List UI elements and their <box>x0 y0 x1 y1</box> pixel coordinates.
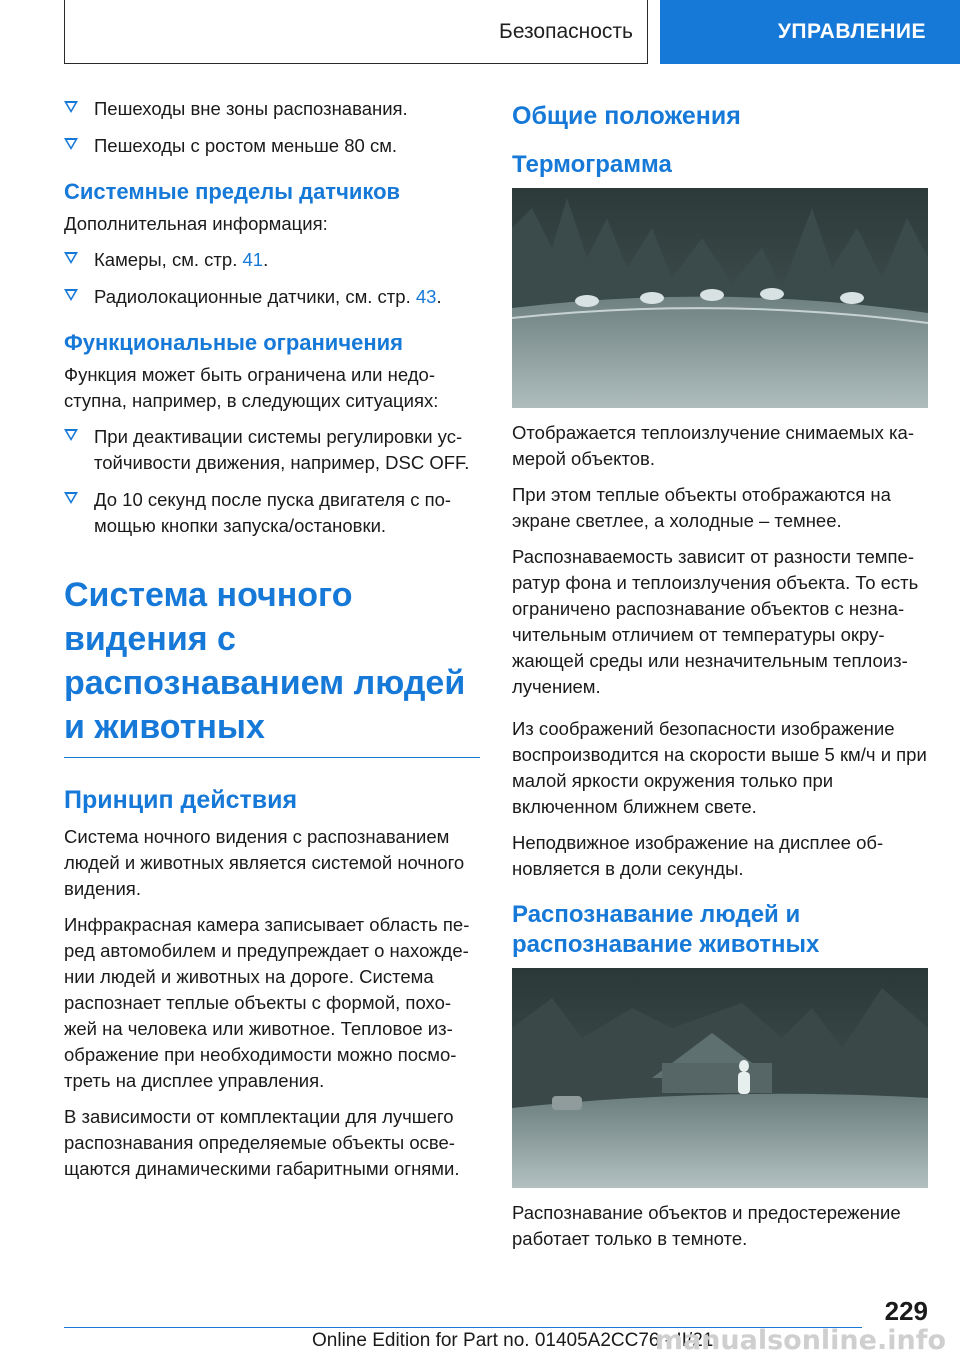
triangle-bullet-icon <box>64 138 78 150</box>
pedestrian-recognition-photo <box>512 968 928 1188</box>
watermark: manualsonline.info <box>654 1325 946 1356</box>
list-item: Пешеходы вне зоны распознавания. <box>64 96 480 122</box>
list-item: При деактивации системы регулировки ус-тойчивости движения, например, DSC OFF. <box>64 424 480 476</box>
page-link[interactable]: 41 <box>242 249 264 270</box>
paragraph: Неподвижное изображение на дисплее об-новляется в доли секунды. <box>512 832 884 879</box>
section-tab <box>660 0 960 64</box>
triangle-bullet-icon <box>64 429 78 441</box>
paragraph: Из соображений безопасности изображение воспроизводится на скорости выше 5 км/ч и при малой яркости окружения только при включенном ближнем свете. <box>512 718 927 817</box>
triangle-bullet-icon <box>64 492 78 504</box>
section-heading: Принцип действия <box>64 786 298 814</box>
subsection-heading: Термограмма <box>512 151 672 178</box>
paragraph: Распознавание объектов и предостережение работает только в темноте. <box>512 1202 901 1249</box>
section-heading: Функциональные ограничения <box>64 330 403 355</box>
page-number: 229 <box>884 1296 928 1326</box>
subsection-heading: Распознавание людей и распознавание животных <box>512 901 820 958</box>
triangle-bullet-icon <box>64 101 78 113</box>
triangle-bullet-icon <box>64 252 78 264</box>
list-item: Камеры, см. стр. 41. <box>64 247 480 273</box>
list-item: Радиолокационные датчики, см. стр. 43. <box>64 284 480 310</box>
paragraph: Система ночного видения с распознаванием людей и животных является системой ночного видения. <box>64 826 465 899</box>
chapter-tab <box>64 0 648 64</box>
chapter-title: Безопасность <box>499 19 633 43</box>
paragraph: Распознаваемость зависит от разности темпе-ратур фона и теплоизлучения объекта. То есть ограничено распознавание объектов с незна-чительным отличием от температуры окру-жающей среды или незначительным теплоиз-лучением. <box>512 546 919 697</box>
paragraph: Функция может быть ограничена или недо-ступна, например, в следующих ситуациях: <box>64 364 439 411</box>
edition-text: Online Edition for Part no. 01405A2CC76 - II/21 <box>312 1330 714 1351</box>
list-item: До 10 секунд после пуска двигателя с по-мощью кнопки запуска/остановки. <box>64 487 480 539</box>
paragraph: В зависимости от комплектации для лучшего распознавания определяемые объекты осве-щаются динамическими габаритными огнями. <box>64 1106 460 1179</box>
chapter-main-title: Система ночного видения с распознаванием людей и животных <box>64 573 480 758</box>
list-item: Пешеходы с ростом меньше 80 см. <box>64 133 480 159</box>
paragraph: При этом теплые объекты отображаются на экране светлее, а холодные – темнее. <box>512 484 891 531</box>
left-column <box>64 96 480 1192</box>
section-title: УПРАВЛЕНИЕ <box>777 20 926 43</box>
paragraph: Дополнительная информация: <box>64 213 328 234</box>
triangle-bullet-icon <box>64 289 78 301</box>
paragraph: Отображается теплоизлучение снимаемых ка-мерой объектов. <box>512 422 915 469</box>
page-link[interactable]: 43 <box>415 286 437 307</box>
section-heading: Системные пределы датчиков <box>64 179 401 204</box>
thermogram-photo <box>512 188 928 408</box>
section-heading: Общие положения <box>512 102 741 130</box>
paragraph: Инфракрасная камера записывает область пе-ред автомобилем и предупреждает о нахожде-нии людей и животных на дороге. Система распознает теплые объекты с формой, похо-жей на человека или животное. Тепловое из-ображение при необходимости можно посмо-треть на дисплее управления. <box>64 914 470 1091</box>
right-column <box>512 96 932 1262</box>
